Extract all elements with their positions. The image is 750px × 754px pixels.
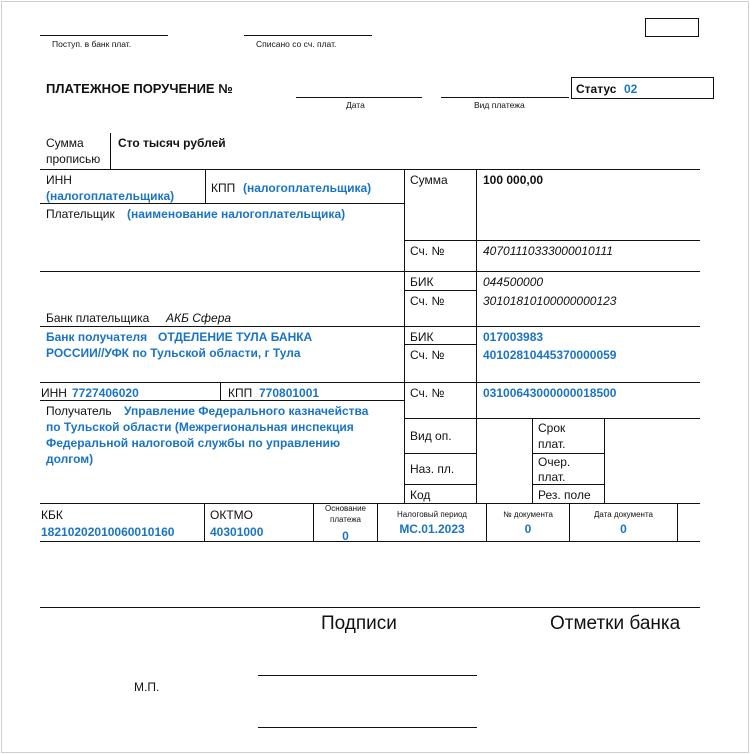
sum-row-line (404, 240, 700, 241)
status-value: 02 (624, 82, 638, 96)
vid-op-label: Вид оп. (410, 429, 452, 443)
kbk-divider (204, 503, 205, 541)
kod-label: Код (410, 488, 431, 502)
srok-divider (532, 418, 533, 503)
vid-op-line (404, 453, 476, 454)
period-value: МС.01.2023 (399, 522, 465, 536)
payer-bik-value: 044500000 (483, 275, 544, 289)
receiver-bik-label: БИК (410, 330, 434, 344)
kbk-label: КБК (41, 508, 63, 522)
doc-number-label: № документа (503, 510, 553, 519)
payer-kpp-divider (205, 169, 206, 203)
stamp-label: М.П. (134, 680, 160, 694)
payer-inn-value: (налогоплательщика) (46, 189, 175, 203)
basis-label-2: платежа (329, 515, 361, 524)
receiver-bank-account-value: 40102810445370000059 (483, 348, 617, 362)
payer-name-value: (наименование налогоплательщика) (127, 207, 346, 221)
doc-number-value: 0 (524, 522, 532, 536)
rez-pole-label: Рез. поле (538, 488, 591, 502)
period-label: Налоговый период (397, 510, 467, 519)
payer-bik-line (404, 290, 476, 291)
naz-pl-line (404, 484, 476, 485)
payer-account-label: Сч. № (410, 244, 445, 258)
form-code-box (645, 18, 699, 37)
ocher-label-2: плат. (538, 470, 566, 484)
status-box (571, 77, 714, 99)
doc-date-value: 0 (620, 522, 627, 536)
kbk-value: 18210202010060010160 (41, 525, 175, 539)
receiver-name-1: Управление Федерального казначейства (124, 404, 369, 418)
receiver-bank-row-bottom (40, 382, 700, 383)
ocher-label-1: Очер. (538, 455, 571, 469)
signature-line-2 (258, 727, 477, 728)
received-date-line (40, 35, 168, 36)
signatures-label: Подписи (321, 613, 397, 634)
payer-sum-value: 100 000,00 (483, 173, 544, 187)
payer-bank-name: АКБ Сфера (166, 311, 232, 325)
payer-name-label: Плательщик (46, 207, 115, 221)
received-label: Поступ. в банк плат. (52, 39, 132, 49)
payer-bank-row-bottom (40, 326, 700, 327)
amount-words-value: Сто тысяч рублей (118, 136, 226, 150)
receiver-bik-value: 017003983 (483, 330, 544, 344)
main-table-top (40, 169, 700, 170)
payer-bik-label: БИК (410, 275, 434, 289)
bank-marks-label: Отметки банка (550, 613, 681, 634)
receiver-bank-name-1: ОТДЕЛЕНИЕ ТУЛА БАНКА (158, 330, 313, 344)
receiver-name-4: долгом) (46, 452, 94, 466)
oktmo-label: ОКТМО (210, 508, 253, 522)
payer-bank-label: Банк плательщика (46, 311, 150, 325)
payer-account-value: 40701110333000010111 (483, 244, 613, 258)
receiver-name-label: Получатель (46, 404, 112, 418)
debited-label: Списано со сч. плат. (256, 39, 337, 49)
doc-date-divider (677, 503, 678, 541)
document-frame (1, 1, 749, 753)
payer-inn-label: ИНН (46, 173, 72, 187)
receiver-name-2: по Тульской области (Межрегиональная инспекция (46, 420, 354, 434)
doc-date-label: Дата документа (594, 510, 653, 519)
receiver-bank-account-label: Сч. № (410, 348, 445, 362)
document-title: ПЛАТЕЖНОЕ ПОРУЧЕНИЕ № (46, 81, 233, 96)
payer-sum-label: Сумма (410, 173, 448, 187)
payer-row-bottom (40, 271, 700, 272)
signature-line-1 (258, 675, 477, 676)
basis-value: 0 (342, 529, 349, 543)
payer-bank-account-value: 30101810100000000123 (483, 294, 617, 308)
payment-type-label: Вид платежа (474, 100, 525, 110)
receiver-account-label: Сч. № (410, 386, 445, 400)
basis-label-1: Основание (324, 504, 367, 513)
oktmo-value: 40301000 (210, 525, 264, 539)
receiver-kpp-value: 770801001 (259, 386, 320, 400)
amount-words-label: Сумма (46, 136, 84, 150)
date-line (296, 97, 422, 98)
debited-date-line (244, 35, 372, 36)
srok-value-divider (604, 418, 605, 503)
amount-words-divider (110, 133, 111, 169)
status-label: Статус (576, 82, 617, 96)
receiver-name-3: Федеральной налоговой службы по управлению (46, 436, 341, 450)
receiver-account-value: 03100643000000018500 (483, 386, 617, 400)
receiver-kpp-divider (220, 382, 221, 400)
receiver-inn-label: ИНН (41, 386, 67, 400)
footer-top-line (40, 607, 700, 608)
receiver-bank-name-2: РОССИИ//УФК по Тульской области, г Тула (46, 346, 301, 360)
values-vertical-divider (476, 169, 477, 503)
payment-type-line (441, 97, 569, 98)
payer-kpp-label: КПП (211, 181, 236, 195)
receiver-inn-value: 7727406020 (72, 386, 139, 400)
srok-label-2: плат. (538, 437, 566, 451)
srok-label-1: Срок (538, 421, 566, 435)
payer-bank-account-label: Сч. № (410, 294, 445, 308)
receiver-kpp-label: КПП (228, 386, 253, 400)
receiver-account-row-bottom (404, 418, 700, 419)
naz-pl-label: Наз. пл. (410, 462, 455, 476)
payer-kpp-value: (налогоплательщика) (243, 181, 372, 195)
receiver-bank-label: Банк получателя (46, 330, 148, 344)
amount-words-label-2: прописью (46, 152, 101, 166)
date-label: Дата (346, 100, 365, 110)
